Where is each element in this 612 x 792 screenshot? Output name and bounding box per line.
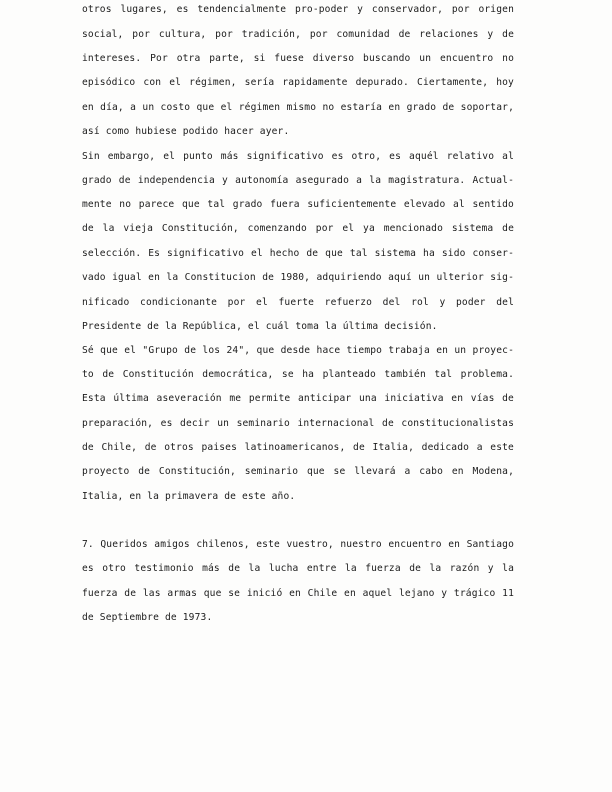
text-line: grado de independencia y autonomía asegurado a la magistratura. Actual-	[82, 175, 514, 186]
text-line: proyecto de Constitución, seminario que se llevará a cabo en Modena,	[82, 466, 514, 477]
text-line: Presidente de la República, el cuál toma la última decisión.	[82, 321, 438, 332]
text-line: Italia, en la primavera de este año.	[82, 491, 296, 502]
text-line: otros lugares, es tendencialmente pro-poder y conservador, por origen	[82, 4, 514, 15]
text-line: social, por cultura, por tradición, por comunidad de relaciones y de	[82, 29, 514, 40]
text-line: fuerza de las armas que se inició en Chile en aquel lejano y trágico 11	[82, 588, 514, 599]
text-line: intereses. Por otra parte, si fuese diverso buscando un encuentro no	[82, 53, 514, 64]
text-line: es otro testimonio más de la lucha entre la fuerza de la razón y la	[82, 563, 514, 574]
text-line: vado igual en la Constitucion de 1980, adquiriendo aquí un ulterior sig-	[82, 272, 514, 283]
text-line: Sé que el "Grupo de los 24", que desde hace tiempo trabaja en un proyec-	[82, 345, 514, 356]
text-line: de la vieja Constitución, comenzando por el ya mencionado sistema de	[82, 223, 514, 234]
text-line: episódico con el régimen, sería rapidamente depurado. Ciertamente, hoy	[82, 77, 514, 88]
text-line: mente no parece que tal grado fuera suficientemente elevado al sentido	[82, 199, 514, 210]
text-line: 7. Queridos amigos chilenos, este vuestro, nuestro encuentro en Santiago	[82, 539, 514, 550]
text-line: nificado condicionante por el fuerte refuerzo del rol y poder del	[82, 297, 514, 308]
text-line: de Septiembre de 1973.	[82, 612, 213, 623]
text-line: preparación, es decir un seminario internacional de constitucionalistas	[82, 418, 514, 429]
text-line: así como hubiese podido hacer ayer.	[82, 126, 290, 137]
text-line: Esta última aseveración me permite anticipar una iniciativa en vías de	[82, 393, 514, 404]
text-line: to de Constitución democrática, se ha planteado también tal problema.	[82, 369, 514, 380]
text-line: de Chile, de otros paises latinoamericanos, de Italia, dedicado a este	[82, 442, 514, 453]
text-line: en día, a un costo que el régimen mismo no estaría en grado de soportar,	[82, 102, 514, 113]
text-line: Sin embargo, el punto más significativo es otro, es aquél relativo al	[82, 151, 514, 162]
text-line: selección. Es significativo el hecho de que tal sistema ha sido conser-	[82, 248, 514, 259]
